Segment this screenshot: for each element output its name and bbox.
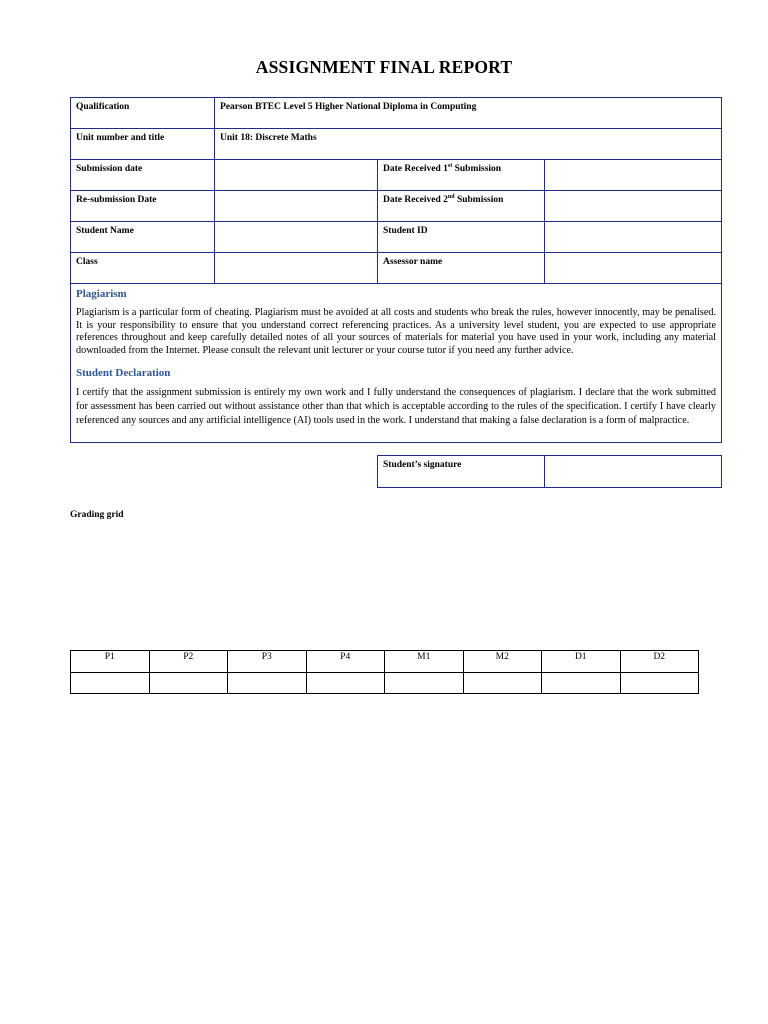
date-received-1-label: [378, 160, 545, 191]
qualification-row: [71, 98, 722, 129]
grading-grid-label: Grading grid: [70, 510, 124, 520]
resubmission-row: [71, 191, 722, 222]
plagiarism-heading: Plagiarism: [76, 288, 127, 300]
date-received-2-field[interactable]: [545, 191, 722, 222]
class-row: [71, 253, 722, 284]
student-row: [71, 222, 722, 253]
plagiarism-text: Plagiarism is a particular form of cheating. Plagiarism must be avoided at all costs and students who break the rules, however innocently, may be penalised. It is your responsibility to ensure that you understand correct referencing practices. As a university level student, you are expected to use appropriate references throughout and keep carefully detailed notes of all your sources of materials for material you have used in your work, including any material downloaded from the Internet. Please consult the relevant unit lecturer or your course tutor if you need any further advice.: [76, 307, 717, 356]
signature-row: [378, 456, 722, 488]
grade-cell-p2[interactable]: [149, 673, 228, 694]
unit-value: Unit 18: Discrete Maths: [215, 129, 722, 160]
grade-cell-p1[interactable]: [71, 673, 150, 694]
grade-cell-d2[interactable]: [620, 673, 699, 694]
class-label: Class: [71, 253, 215, 284]
qualification-label: Qualification: [71, 98, 215, 129]
resubmission-date-label: Re-submission Date: [71, 191, 215, 222]
grading-header-row: [71, 651, 699, 673]
date-received-1-suffix: Submission: [452, 164, 502, 174]
page-title: ASSIGNMENT FINAL REPORT: [255, 57, 513, 77]
signature-table: [377, 455, 722, 488]
grading-value-row: [71, 673, 699, 694]
date-received-2-label: [378, 191, 545, 222]
grade-header-p4: P4: [306, 651, 385, 673]
date-received-2-prefix: Date Received 2: [383, 195, 448, 205]
resubmission-date-field[interactable]: [215, 191, 378, 222]
grade-header-p2: P2: [149, 651, 228, 673]
declaration-text: I certify that the assignment submission is entirely my own work and I fully understand the consequences of plagiarism. I declare that the work submitted for assessment has been carried out without assistance other than that which is acceptable according to the rules of the specification. I certify I have clearly referenced any sources and any artificial intelligence (AI) tools used in the work. I understand that making a false declaration is a form of malpractice.: [76, 387, 717, 426]
grade-cell-p4[interactable]: [306, 673, 385, 694]
date-received-1-field[interactable]: [545, 160, 722, 191]
grading-grid-table: [70, 650, 699, 694]
grade-cell-m1[interactable]: [385, 673, 464, 694]
assignment-info-table: [70, 97, 722, 443]
student-name-label: Student Name: [71, 222, 215, 253]
grade-header-m1: M1: [385, 651, 464, 673]
unit-label: Unit number and title: [71, 129, 215, 160]
plagiarism-declaration-block: [71, 284, 722, 443]
grade-cell-p3[interactable]: [228, 673, 307, 694]
submission-date-field[interactable]: [215, 160, 378, 191]
student-id-label: Student ID: [378, 222, 545, 253]
grade-cell-d1[interactable]: [542, 673, 621, 694]
date-received-2-sup: nd: [447, 193, 455, 200]
grade-header-d2: D2: [620, 651, 699, 673]
grade-header-p1: P1: [71, 651, 150, 673]
grade-header-d1: D1: [542, 651, 621, 673]
grade-cell-m2[interactable]: [463, 673, 542, 694]
grade-header-p3: P3: [228, 651, 307, 673]
declaration-heading: Student Declaration: [76, 367, 171, 379]
submission-date-label: Submission date: [71, 160, 215, 191]
student-name-field[interactable]: [215, 222, 378, 253]
date-received-2-suffix: Submission: [454, 195, 504, 205]
qualification-value: Pearson BTEC Level 5 Higher National Diploma in Computing: [215, 98, 722, 129]
unit-row: [71, 129, 722, 160]
class-field[interactable]: [215, 253, 378, 284]
grade-header-m2: M2: [463, 651, 542, 673]
assessor-name-field[interactable]: [545, 253, 722, 284]
submission-row: [71, 160, 722, 191]
assessor-name-label: Assessor name: [378, 253, 545, 284]
plagiarism-declaration-row: [71, 284, 722, 443]
signature-field[interactable]: [545, 456, 722, 488]
date-received-1-sup: st: [447, 162, 453, 169]
date-received-1-prefix: Date Received 1: [383, 164, 448, 174]
student-id-field[interactable]: [545, 222, 722, 253]
signature-label: Student’s signature: [378, 456, 545, 488]
